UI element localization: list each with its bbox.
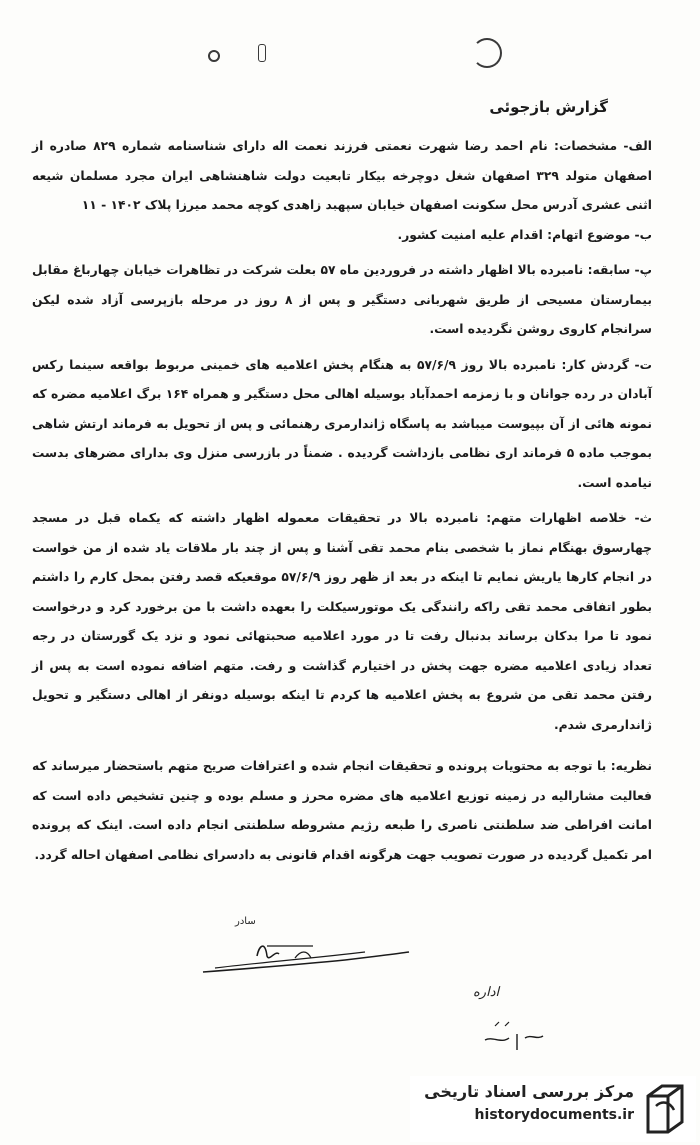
- handwritten-note-text: اداره: [473, 985, 500, 1000]
- section-statement-summary: ث- خلاصه اظهارات متهم: نامبرده بالا در تحقیقات معموله اظهار داشته که یکماه قبل در مسجد چهارسوق بهنگام نماز با شخصی بنام محمد تقی آشنا و پس از چند بار ملاقات یاد شده از من خواست در انجام کارها یاریش نمایم تا اینکه در بعد از ظهر روز ۵۷/۶/۹ موقعیکه قصد رفتن بمحل کارم را داشتم بطور اتفاقی محمد تقی راکه رانندگی یک موتورسیکلت را بعهده داشت با من برخورد کرد و درخواست نمود تا مرا بدکان برساند بدنبال رفت تا در مورد اعلامیه صحبتهائی نمود و نزد یک گورستان در رجه تعداد زیادی اعلامیه مضره جهت پخش در اختیارم گذاشت و رفت. متهم اضافه نموده است به پس از رفتن محمد تقی من شروع به پخش اعلامیه ها کردم تا اینکه بوسیله دونفر از اهالی دستگیر و تحویل ژاندارمری شدم.: [32, 511, 652, 732]
- archive-logo-icon: [640, 1082, 690, 1136]
- signature: [195, 910, 415, 980]
- scan-mark: [472, 38, 502, 68]
- scan-mark: [208, 50, 220, 62]
- section-opinion: نظریه: با توجه به محتویات پرونده و تحقیقات انجام شده و اعترافات صریح متهم باستحضار میرساند که فعالیت مشارالیه در زمینه توزیع اعلامیه های مضره محرز و مسلم بوده و چنین تشخیص داده است که امانت افراطی ضد سلطنتی ناصری را طبعه رژیم مشروطه سلطنتی انجام داده است. اینک که پرونده امر تکمیل گردیده در صورت تصویب جهت هرگونه اقدام قانونی به دادسرای نظامی اصفهان احاله گردد.: [32, 759, 652, 862]
- signature-note: سادر: [235, 916, 256, 927]
- watermark-title: مرکز بررسی اسناد تاریخی: [424, 1082, 634, 1101]
- section-identity: الف- مشخصات: نام احمد رضا شهرت نعمتی فرزند نعمت اله دارای شناسنامه شماره ۸۲۹ صادره از اصفهان متولد ۳۲۹ اصفهان شغل دوچرخه بیکار تابعیت دولت شاهنشاهی ایران مجرد مسلمان شیعه اثنی عشری آدرس محل سکونت اصفهان خیابان سپهبد زاهدی کوچه محمد میرزا پلاک ۱۴۰۲ - ۱۱: [32, 139, 653, 212]
- section-procedure: ت- گردش کار: نامبرده بالا روز ۵۷/۶/۹ به هنگام پخش اعلامیه های خمینی مربوط بواقعه سینما رکس آبادان در رده جوانان و با زمزمه احمدآباد بوسیله اهالی محل دستگیر و همراه ۱۶۴ برگ اعلامیه مضره که نمونه هائی از آن بپیوست میباشد به پاسگاه ژاندارمری رهنمائی و پس از تحویل به فرماند ارتش شاهی بموجب ماده ۵ فرماند اری نظامی بازداشت گردیده . ضمناً در بازرسی منزل وی بدارای مضرهای بدست نیامده است.: [32, 357, 652, 490]
- source-watermark: [410, 1076, 696, 1142]
- scan-mark: [258, 44, 266, 62]
- watermark-url: historydocuments.ir: [474, 1107, 634, 1123]
- section-record: پ- سابقه: نامبرده بالا اظهار داشته در فروردین ماه ۵۷ بعلت شرکت در تظاهرات خیابان چهارباغ مقابل بیمارستان مسیحی از طریق شهربانی دستگیر و پس از ۸ روز در مرحله بازپرسی آزاد شده لیکن سرانجام کاروی روشن نگردیده است.: [32, 263, 652, 336]
- document-title: گزارش بازجوئی: [489, 98, 608, 116]
- document-body: [32, 132, 652, 870]
- section-charge: ب- موضوع اتهام: اقدام علیه امنیت کشور.: [397, 227, 652, 242]
- handwritten-note: [465, 978, 555, 1068]
